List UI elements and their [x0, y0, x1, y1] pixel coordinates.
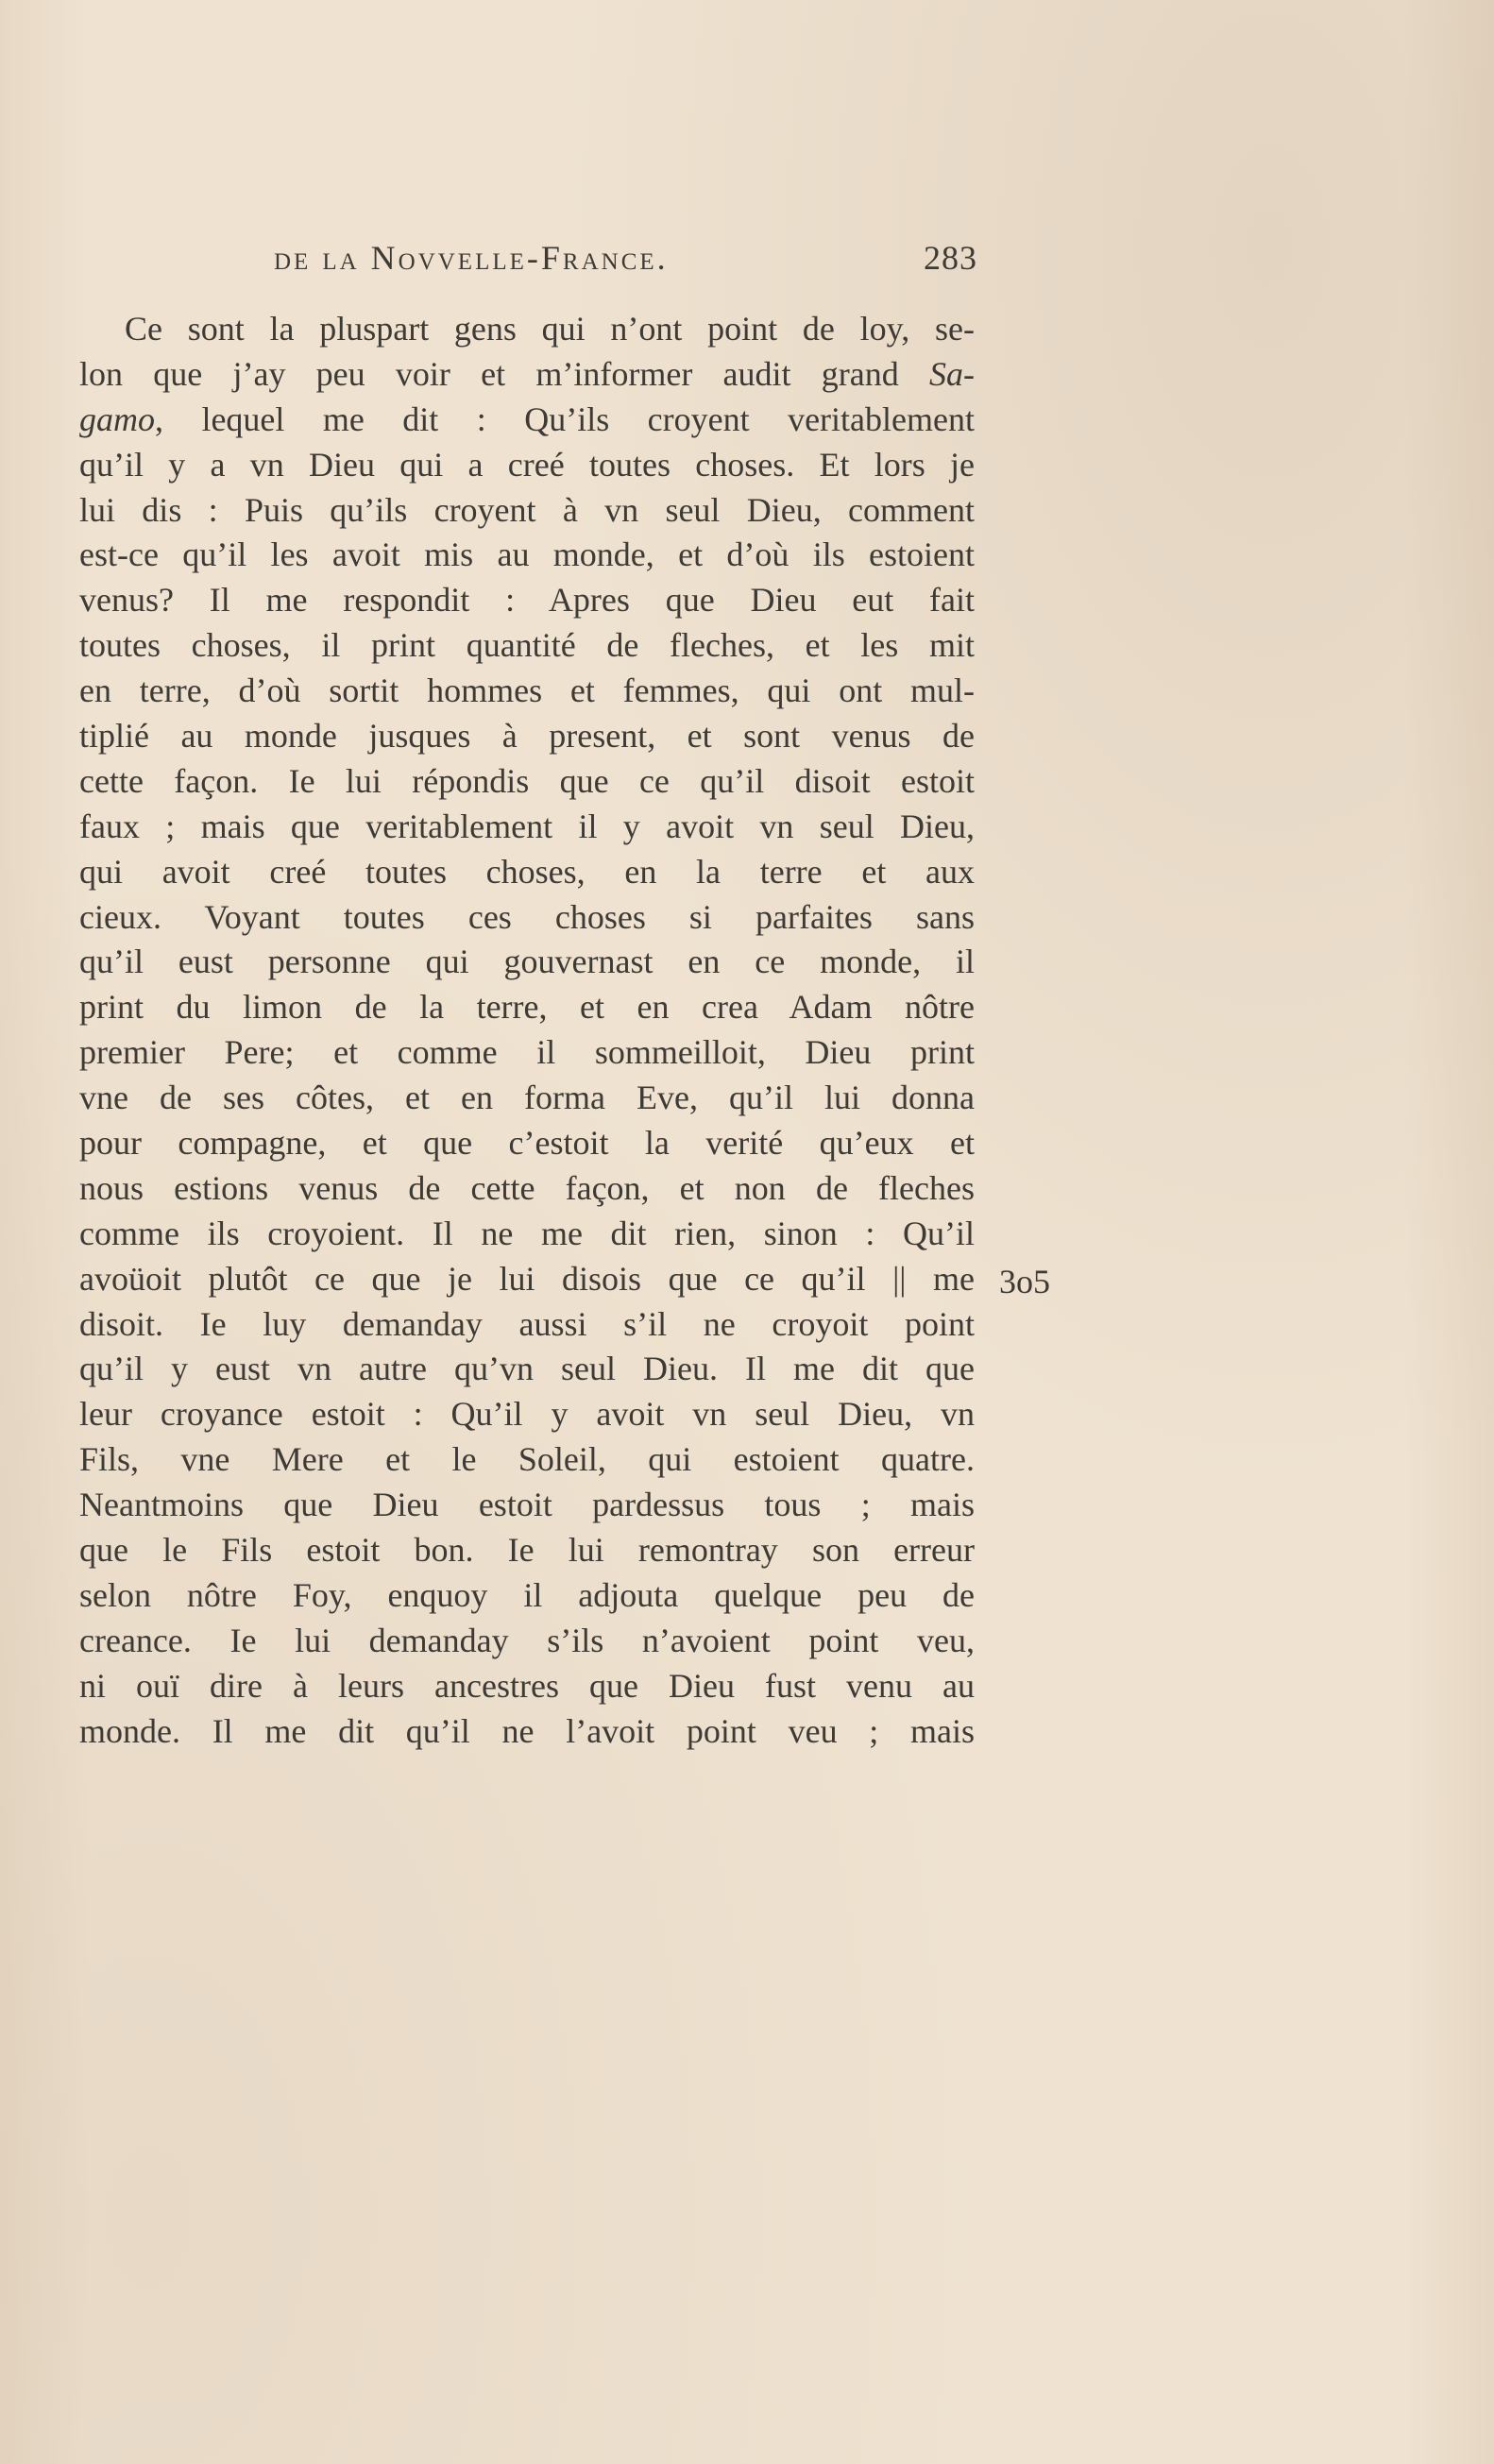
- text-line: [79, 307, 975, 352]
- text-line: [79, 759, 975, 805]
- line-text: Neantmoins que Dieu estoit pardessus tous ; mais: [79, 1486, 975, 1524]
- line-text: toutes choses, il print quantité de fleches, et les mit: [79, 626, 975, 665]
- text-line: [79, 985, 975, 1030]
- line-text: monde. Il me dit qu’il ne l’avoit point veu ; mais: [79, 1711, 975, 1750]
- line-text: tiplié au monde jusques à present, et sont venus de: [79, 717, 975, 756]
- line-text: ni ouï dire à leurs ancestres que Dieu fust venu au: [79, 1666, 975, 1705]
- text-line: [79, 1392, 975, 1437]
- line-text: cieux. Voyant toutes ces choses si parfaites sans: [79, 897, 975, 936]
- text-line: [79, 1076, 975, 1121]
- line-text: leur croyance estoit : Qu’il y avoit vn seul Dieu, vn: [79, 1395, 975, 1434]
- text-line: [79, 1212, 975, 1257]
- text-line: [79, 533, 975, 578]
- line-text: print du limon de la terre, et en crea Adam nôtre: [79, 988, 975, 1027]
- text-line: [79, 1709, 975, 1755]
- line-text: , lequel me dit : Qu’ils croyent veritablement: [155, 399, 975, 438]
- text-line: [79, 578, 975, 623]
- text-line: [79, 895, 975, 941]
- line-text: avoüoit plutôt ce que je lui disois que ce qu’il || me: [79, 1259, 975, 1298]
- text-line: [79, 850, 975, 895]
- line-text: disoit. Ie luy demanday aussi s’il ne croyoit point: [79, 1304, 975, 1343]
- line-text: Ce sont la pluspart gens qui n’ont point de loy, se-: [125, 310, 975, 348]
- text-line: [79, 1347, 975, 1392]
- line-text: comme ils croyoient. Il ne me dit rien, sinon : Qu’il: [79, 1214, 975, 1252]
- running-title: de la Novvelle-France.: [274, 239, 669, 277]
- text-line: [79, 1257, 975, 1302]
- text-line: [79, 1302, 975, 1348]
- text-line: [79, 623, 975, 669]
- line-text: cette façon. Ie lui répondis que ce qu’il disoit estoit: [79, 761, 975, 800]
- text-line: [79, 1619, 975, 1664]
- line-text: en terre, d’où sortit hommes et femmes, qui ont mul-: [79, 671, 975, 710]
- marginal-page-reference: 3o5: [999, 1263, 1050, 1300]
- text-line: [79, 714, 975, 759]
- running-head: [274, 238, 977, 291]
- text-line: [79, 1483, 975, 1528]
- line-text: lui dis : Puis qu’ils croyent à vn seul Dieu, comment: [79, 490, 975, 529]
- text-line: [79, 352, 975, 398]
- line-text: Fils, vne Mere et le Soleil, qui estoient quatre.: [79, 1440, 975, 1479]
- text-line: [79, 488, 975, 534]
- line-text: lon que j’ay peu voir et m’informer audit grand: [79, 354, 929, 393]
- italic-text: Sa-: [929, 354, 975, 393]
- text-line: [79, 1437, 975, 1483]
- text-line: [79, 1573, 975, 1619]
- line-text: selon nôtre Foy, enquoy il adjouta quelque peu de: [79, 1575, 975, 1614]
- text-line: [79, 669, 975, 714]
- line-text: premier Pere; et comme il sommeilloit, Dieu print: [79, 1033, 975, 1072]
- text-line: [79, 1664, 975, 1709]
- line-text: faux ; mais que veritablement il y avoit vn seul Dieu,: [79, 807, 975, 845]
- text-line: [79, 398, 975, 443]
- line-text: nous estions venus de cette façon, et non de fleches: [79, 1168, 975, 1207]
- text-line: [79, 1121, 975, 1166]
- text-line: [79, 443, 975, 488]
- line-text: qui avoit creé toutes choses, en la terre et aux: [79, 852, 975, 891]
- text-line: [79, 1528, 975, 1573]
- line-text: creance. Ie lui demanday s’ils n’avoient point veu,: [79, 1621, 975, 1659]
- line-text: qu’il eust personne qui gouvernast en ce monde, il: [79, 943, 975, 981]
- line-text: qu’il y a vn Dieu qui a creé toutes choses. Et lors je: [79, 445, 975, 484]
- italic-text: gamo: [79, 399, 155, 438]
- line-text: que le Fils estoit bon. Ie lui remontray son erreur: [79, 1531, 975, 1570]
- text-line: [79, 940, 975, 985]
- line-text: qu’il y eust vn autre qu’vn seul Dieu. Il me dit que: [79, 1350, 975, 1388]
- line-text: vne de ses côtes, et en forma Eve, qu’il lui donna: [79, 1079, 975, 1117]
- line-text: pour compagne, et que c’estoit la verité qu’eux et: [79, 1124, 975, 1163]
- text-line: [79, 805, 975, 850]
- line-text: venus? Il me respondit : Apres que Dieu eut fait: [79, 581, 975, 620]
- page-number: 283: [924, 239, 977, 277]
- text-line: [79, 1030, 975, 1076]
- line-text: est-ce qu’il les avoit mis au monde, et d’où ils estoient: [79, 535, 975, 574]
- text-line: [79, 1166, 975, 1212]
- body-text: [79, 307, 975, 1755]
